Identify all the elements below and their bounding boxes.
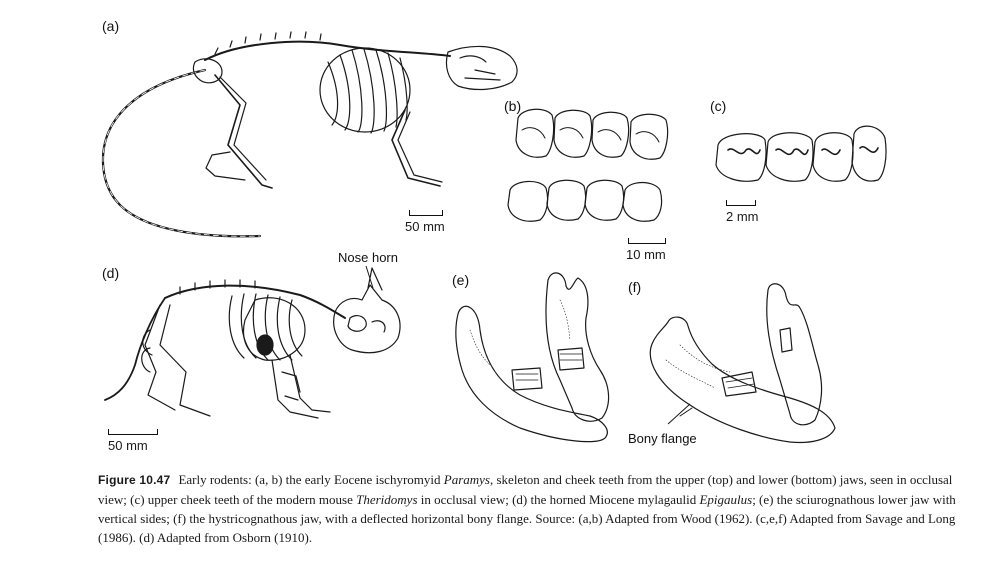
caption-text bbox=[98, 472, 956, 545]
caption-segment: , skeleton and cheek teeth from the upper (top) and lower (bottom) jaws, seen in occlusal view; (c) upper cheek teeth of the modern mouse bbox=[98, 472, 953, 507]
panel-label-b: (b) bbox=[504, 98, 522, 114]
caption-taxon-name: Epigaulus bbox=[699, 492, 753, 507]
caption-segment: in occlusal view; (d) the horned Miocene mylagaulid bbox=[417, 492, 700, 507]
scale-label-c: 2 mm bbox=[726, 209, 759, 224]
caption-segment: Early rodents: (a, b) the early Eocene ischyromyid bbox=[178, 472, 444, 487]
figure-caption bbox=[98, 470, 958, 547]
panel-label-c: (c) bbox=[710, 98, 727, 114]
figure-number: Figure 10.47 bbox=[98, 473, 171, 487]
caption-taxon-name: Theridomys bbox=[356, 492, 418, 507]
scale-label-a: 50 mm bbox=[405, 219, 445, 234]
panel-label-e: (e) bbox=[452, 272, 470, 288]
caption-segment: ; (e) the sciurognathous lower jaw with vertical sides; (f) the hystricognathous jaw, with a deflected horizontal bony flange. Source: (a,b) Adapted from Wood (1962). (c,e,f) Adapted from Savage and Long (1986). (d) Adapted from Osborn (1910). bbox=[98, 492, 956, 545]
nose-horn-label: Nose horn bbox=[338, 250, 398, 265]
scale-label-b: 10 mm bbox=[626, 247, 666, 262]
bony-flange-label: Bony flange bbox=[628, 431, 697, 446]
panel-label-a: (a) bbox=[102, 18, 120, 34]
panel-label-f: (f) bbox=[628, 279, 642, 295]
scale-label-d: 50 mm bbox=[108, 438, 148, 453]
caption-taxon-name: Paramys bbox=[443, 472, 490, 487]
panel-label-d: (d) bbox=[102, 265, 120, 281]
